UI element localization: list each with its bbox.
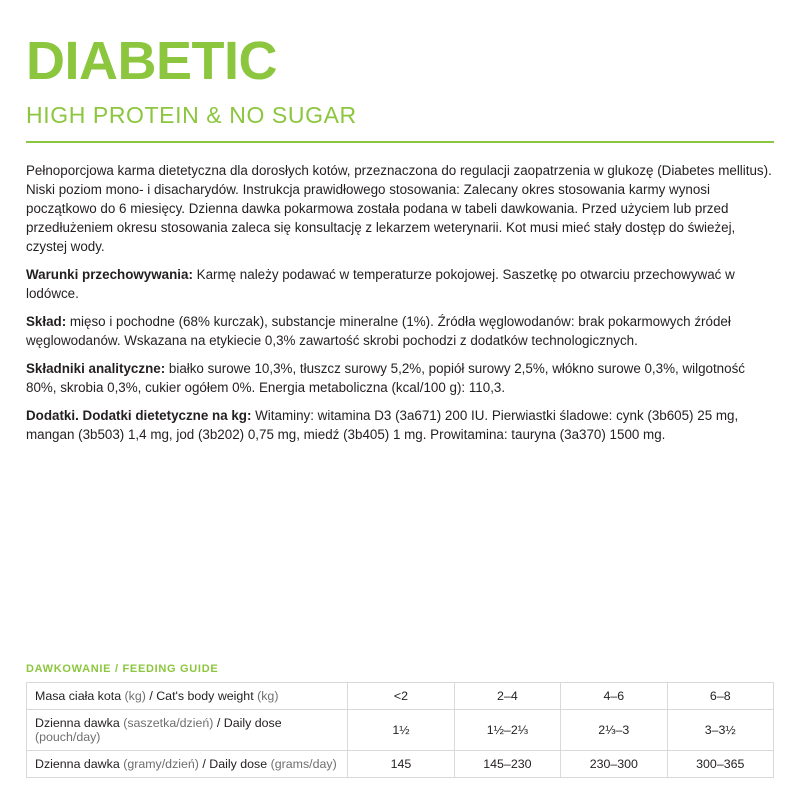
body-copy: [26, 161, 774, 444]
row-label: [27, 683, 348, 710]
row-label-en: / Daily dose: [202, 757, 268, 771]
row-label: [27, 710, 348, 751]
row-value: 2–4: [454, 683, 560, 710]
row-unit-pl: (saszetka/dzień): [123, 716, 214, 730]
analytical-label: Składniki analityczne:: [26, 361, 166, 377]
intro-paragraph: Pełnoporcjowa karma dietetyczna dla dorosłych kotów, przeznaczona do regulacji zaopatrzenia w glukozę (Diabetes mellitus). Niski poziom mono- i disacharydów. Instrukcja prawidłowego stosowania: Zalecany okres stosowania karmy wynosi początkowo do 6 miesięcy. Dzienna dawka pokarmowa została podana w tabeli dawkowania. Przed użyciem lub przed przedłużeniem okresu stosowania zaleca się konsultację z lekarzem weterynarii. Kot musi mieć stały dostęp do świeżej, czystej wody.: [26, 163, 772, 255]
header-divider: [26, 141, 774, 143]
row-label-en: / Cat's body weight: [149, 689, 254, 703]
page-title: DIABETIC: [26, 31, 277, 91]
row-label-pl: Dzienna dawka: [35, 757, 120, 771]
feeding-table: [26, 682, 774, 778]
row-value: 145: [348, 751, 454, 778]
row-unit-pl: (kg): [124, 689, 146, 703]
row-unit-pl: (gramy/dzień): [123, 757, 199, 771]
row-unit-en: (grams/day): [270, 757, 337, 771]
row-label: [27, 751, 348, 778]
row-value: 300–365: [667, 751, 773, 778]
row-label-en: / Daily dose: [216, 716, 282, 730]
additives-paragraph: [26, 406, 774, 444]
feeding-guide: [26, 663, 774, 778]
row-label-pl: Dzienna dawka: [35, 716, 120, 730]
storage-paragraph: [26, 265, 774, 303]
row-value: <2: [348, 683, 454, 710]
composition-label: Skład:: [26, 314, 67, 330]
row-value: 1½–2⅓: [454, 710, 560, 751]
page-subtitle: HIGH PROTEIN & NO SUGAR: [26, 102, 357, 128]
table-row: [27, 710, 774, 751]
row-value: 6–8: [667, 683, 773, 710]
row-value: 230–300: [561, 751, 667, 778]
row-label-pl: Masa ciała kota: [35, 689, 122, 703]
storage-text: Karmę należy podawać w temperaturze pokojowej. Saszetkę po otwarciu przechowywać w lodówce.: [26, 267, 735, 302]
row-value: 4–6: [561, 683, 667, 710]
additives-label: Dodatki. Dodatki dietetyczne na kg:: [26, 408, 252, 424]
storage-label: Warunki przechowywania:: [26, 267, 193, 283]
row-value: 1½: [348, 710, 454, 751]
feeding-guide-title: DAWKOWANIE / FEEDING GUIDE: [26, 663, 219, 675]
table-row: [27, 751, 774, 778]
analytical-text: białko surowe 10,3%, tłuszcz surowy 5,2%, popiół surowy 2,5%, włókno surowe 0,3%, wilgotność 80%, skrobia 0,3%, cukier ogółem 0%. Energia metaboliczna (kcal/100 g): 110,3.: [26, 361, 745, 396]
composition-paragraph: [26, 312, 774, 350]
table-row: [27, 683, 774, 710]
row-value: 145–230: [454, 751, 560, 778]
row-value: 3–3½: [667, 710, 773, 751]
row-unit-en: (pouch/day): [35, 730, 101, 744]
row-value: 2⅓–3: [561, 710, 667, 751]
additives-text: Witaminy: witamina D3 (3a671) 200 IU. Pierwiastki śladowe: cynk (3b605) 25 mg, mangan (3b503) 1,4 mg, jod (3b202) 0,75 mg, miedź (3b405) 1 mg. Prowitamina: tauryna (3a370) 1500 mg.: [26, 408, 739, 443]
analytical-paragraph: [26, 359, 774, 397]
row-unit-en: (kg): [257, 689, 279, 703]
composition-text: mięso i pochodne (68% kurczak), substancje mineralne (1%). Źródła węglowodanów: brak pokarmowych źródeł węglowodanów. Wskazana na etykiecie 0,3% zawartość skrobi pochodzi z dodatków technologicznych.: [26, 314, 731, 349]
